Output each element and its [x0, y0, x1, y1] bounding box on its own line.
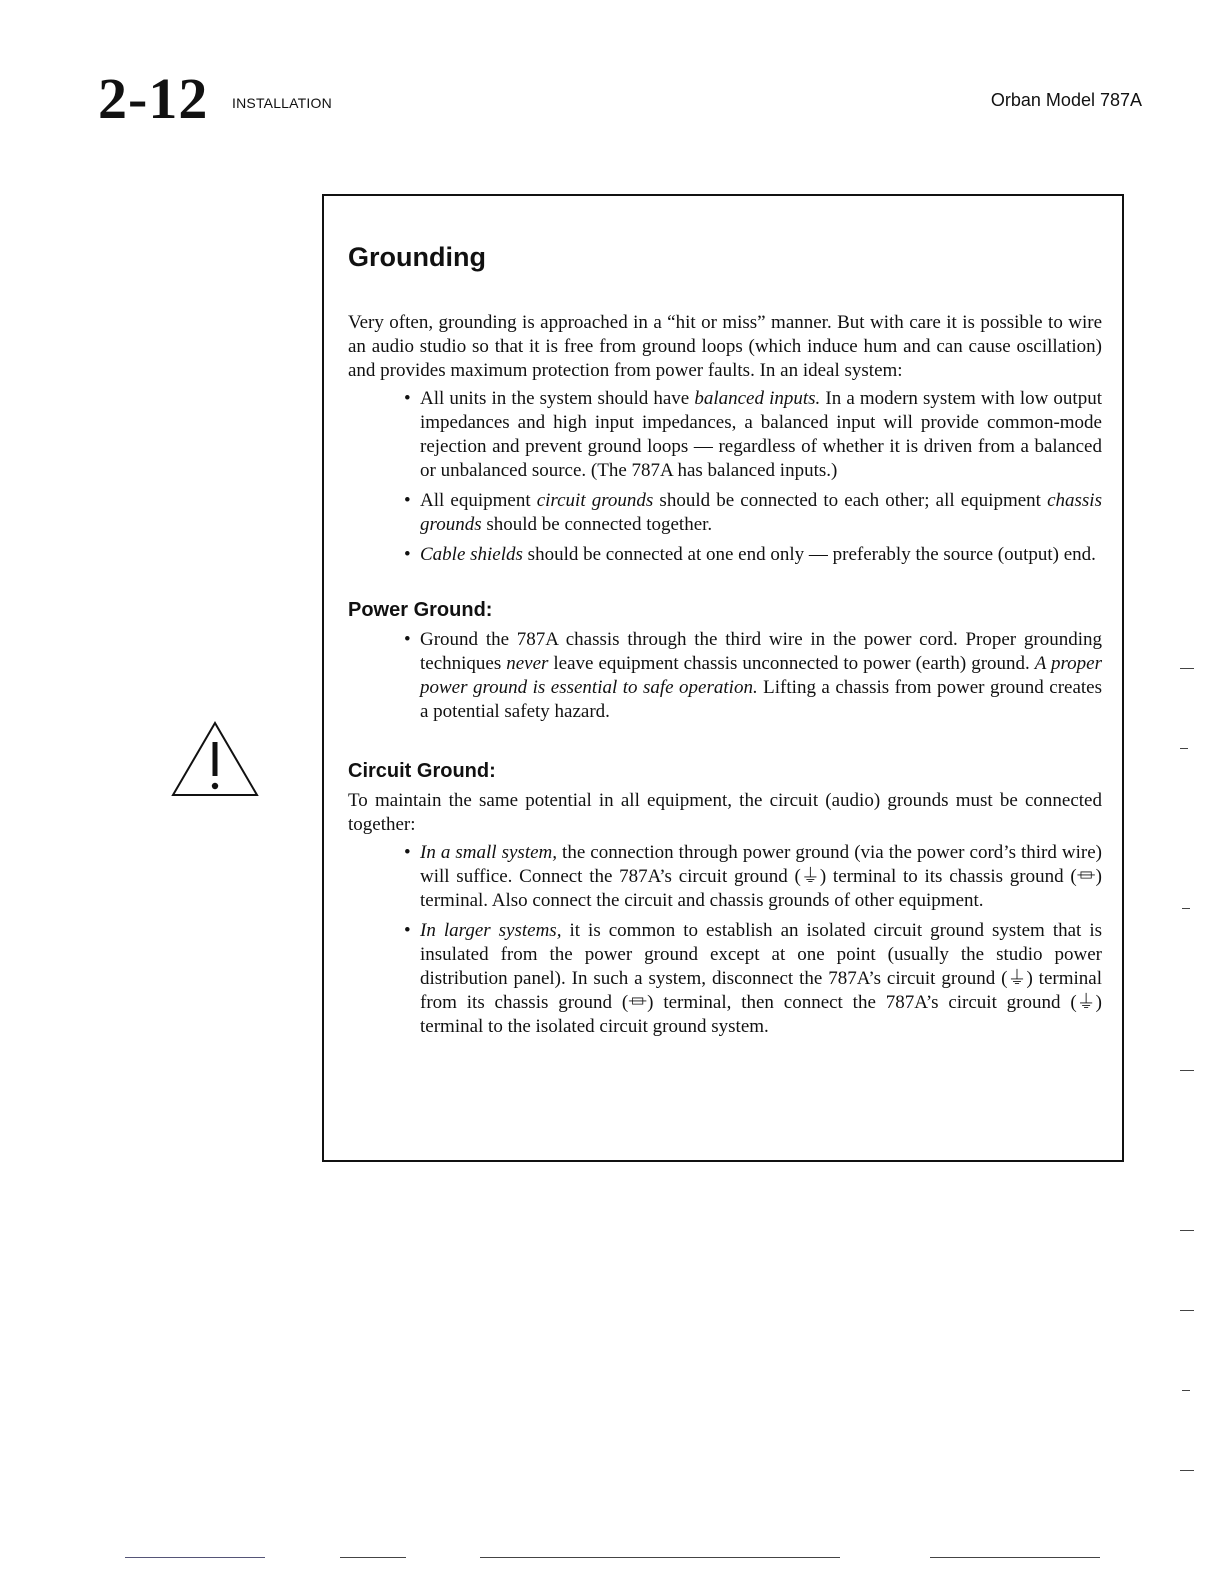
scan-mark [480, 1557, 840, 1558]
scan-mark [125, 1557, 265, 1558]
emphasis: chassis grounds [420, 490, 1102, 535]
emphasis: circuit grounds [536, 490, 654, 511]
page-number: 2-12 [98, 66, 209, 131]
scan-mark [1180, 748, 1188, 749]
scan-mark [1180, 668, 1194, 669]
grounding-content [348, 242, 1102, 1045]
list-item: • Ground the 787A chassis through the third wire in the power cord. Proper grounding techniques never leave equipment chassis unconnected to power (earth) ground. A proper power ground is essential to safe operation. Lifting a chassis from power ground creates a potential safety hazard. [404, 629, 1102, 722]
scan-mark [340, 1557, 406, 1558]
bullet: • [404, 920, 411, 941]
emphasis: never [506, 653, 549, 674]
circuit-ground-intro: To maintain the same potential in all equipment, the circuit (audio) grounds must be connected together: [348, 790, 1102, 835]
emphasis: balanced inputs. [694, 388, 821, 409]
emphasis: In a small system, [420, 842, 558, 863]
document-title: Orban Model 787A [990, 90, 1142, 110]
list-item: • All equipment circuit grounds should be connected to each other; all equipment chassis grounds should be connected together. [404, 490, 1102, 535]
power-ground-list [348, 628, 1102, 724]
emphasis: A proper power ground is essential to safe operation. [420, 653, 1102, 698]
scan-mark [1180, 1230, 1194, 1231]
emphasis: In larger systems, [420, 920, 562, 941]
emphasis: Cable shields [420, 544, 523, 565]
grounding-heading: Grounding [348, 242, 486, 272]
grounding-box [322, 194, 1124, 1162]
list-item: • In a small system, the connection through power ground (via the power cord’s third wire) will suffice. Connect the 787A’s circuit ground (⏚) terminal to its chassis ground (⏛) terminal. Also connect the circuit and chassis grounds of other equipment. [404, 842, 1103, 911]
circuit-ground-list [348, 841, 1102, 1039]
scan-mark [1180, 1470, 1194, 1471]
section-label: INSTALLATION [232, 95, 332, 111]
list-item: • In larger systems, it is common to establish an isolated circuit ground system that is insulated from the power ground except at one point (usually the studio power distribution panel). In such a system, disconnect the 787A’s circuit ground (⏚) terminal from its chassis ground (⏛) terminal, then connect the 787A’s circuit ground (⏚) terminal to the isolated circuit ground system. [404, 920, 1103, 1037]
scan-mark [1182, 1390, 1190, 1391]
grounding-list [348, 387, 1102, 567]
bullet: • [404, 544, 411, 565]
bullet: • [404, 629, 411, 650]
list-item: • All units in the system should have balanced inputs. In a modern system with low output impedances and high input impedances, a balanced input will provide common-mode rejection and prevent ground loops — regardless of whether it is driven from a balanced or unbalanced source. (The 787A has balanced inputs.) [404, 388, 1102, 481]
scan-mark [1180, 1070, 1194, 1071]
list-item: • Cable shields should be connected at one end only — preferably the source (output) end. [404, 544, 1096, 565]
bullet: • [404, 388, 411, 409]
bullet: • [404, 490, 411, 511]
grounding-intro: Very often, grounding is approached in a “hit or miss” manner. But with care it is possible to wire an audio studio so that it is free from ground loops (which induce hum and can cause oscillation) and provides maximum protection from power faults. In an ideal system: [348, 312, 1102, 381]
scan-mark [1180, 1310, 1194, 1311]
circuit-ground-heading: Circuit Ground: [348, 760, 496, 782]
power-ground-heading: Power Ground: [348, 599, 493, 621]
warning-triangle-icon [170, 720, 260, 798]
bullet: • [404, 842, 411, 863]
scan-mark [1182, 908, 1190, 909]
scan-mark [930, 1557, 1100, 1558]
